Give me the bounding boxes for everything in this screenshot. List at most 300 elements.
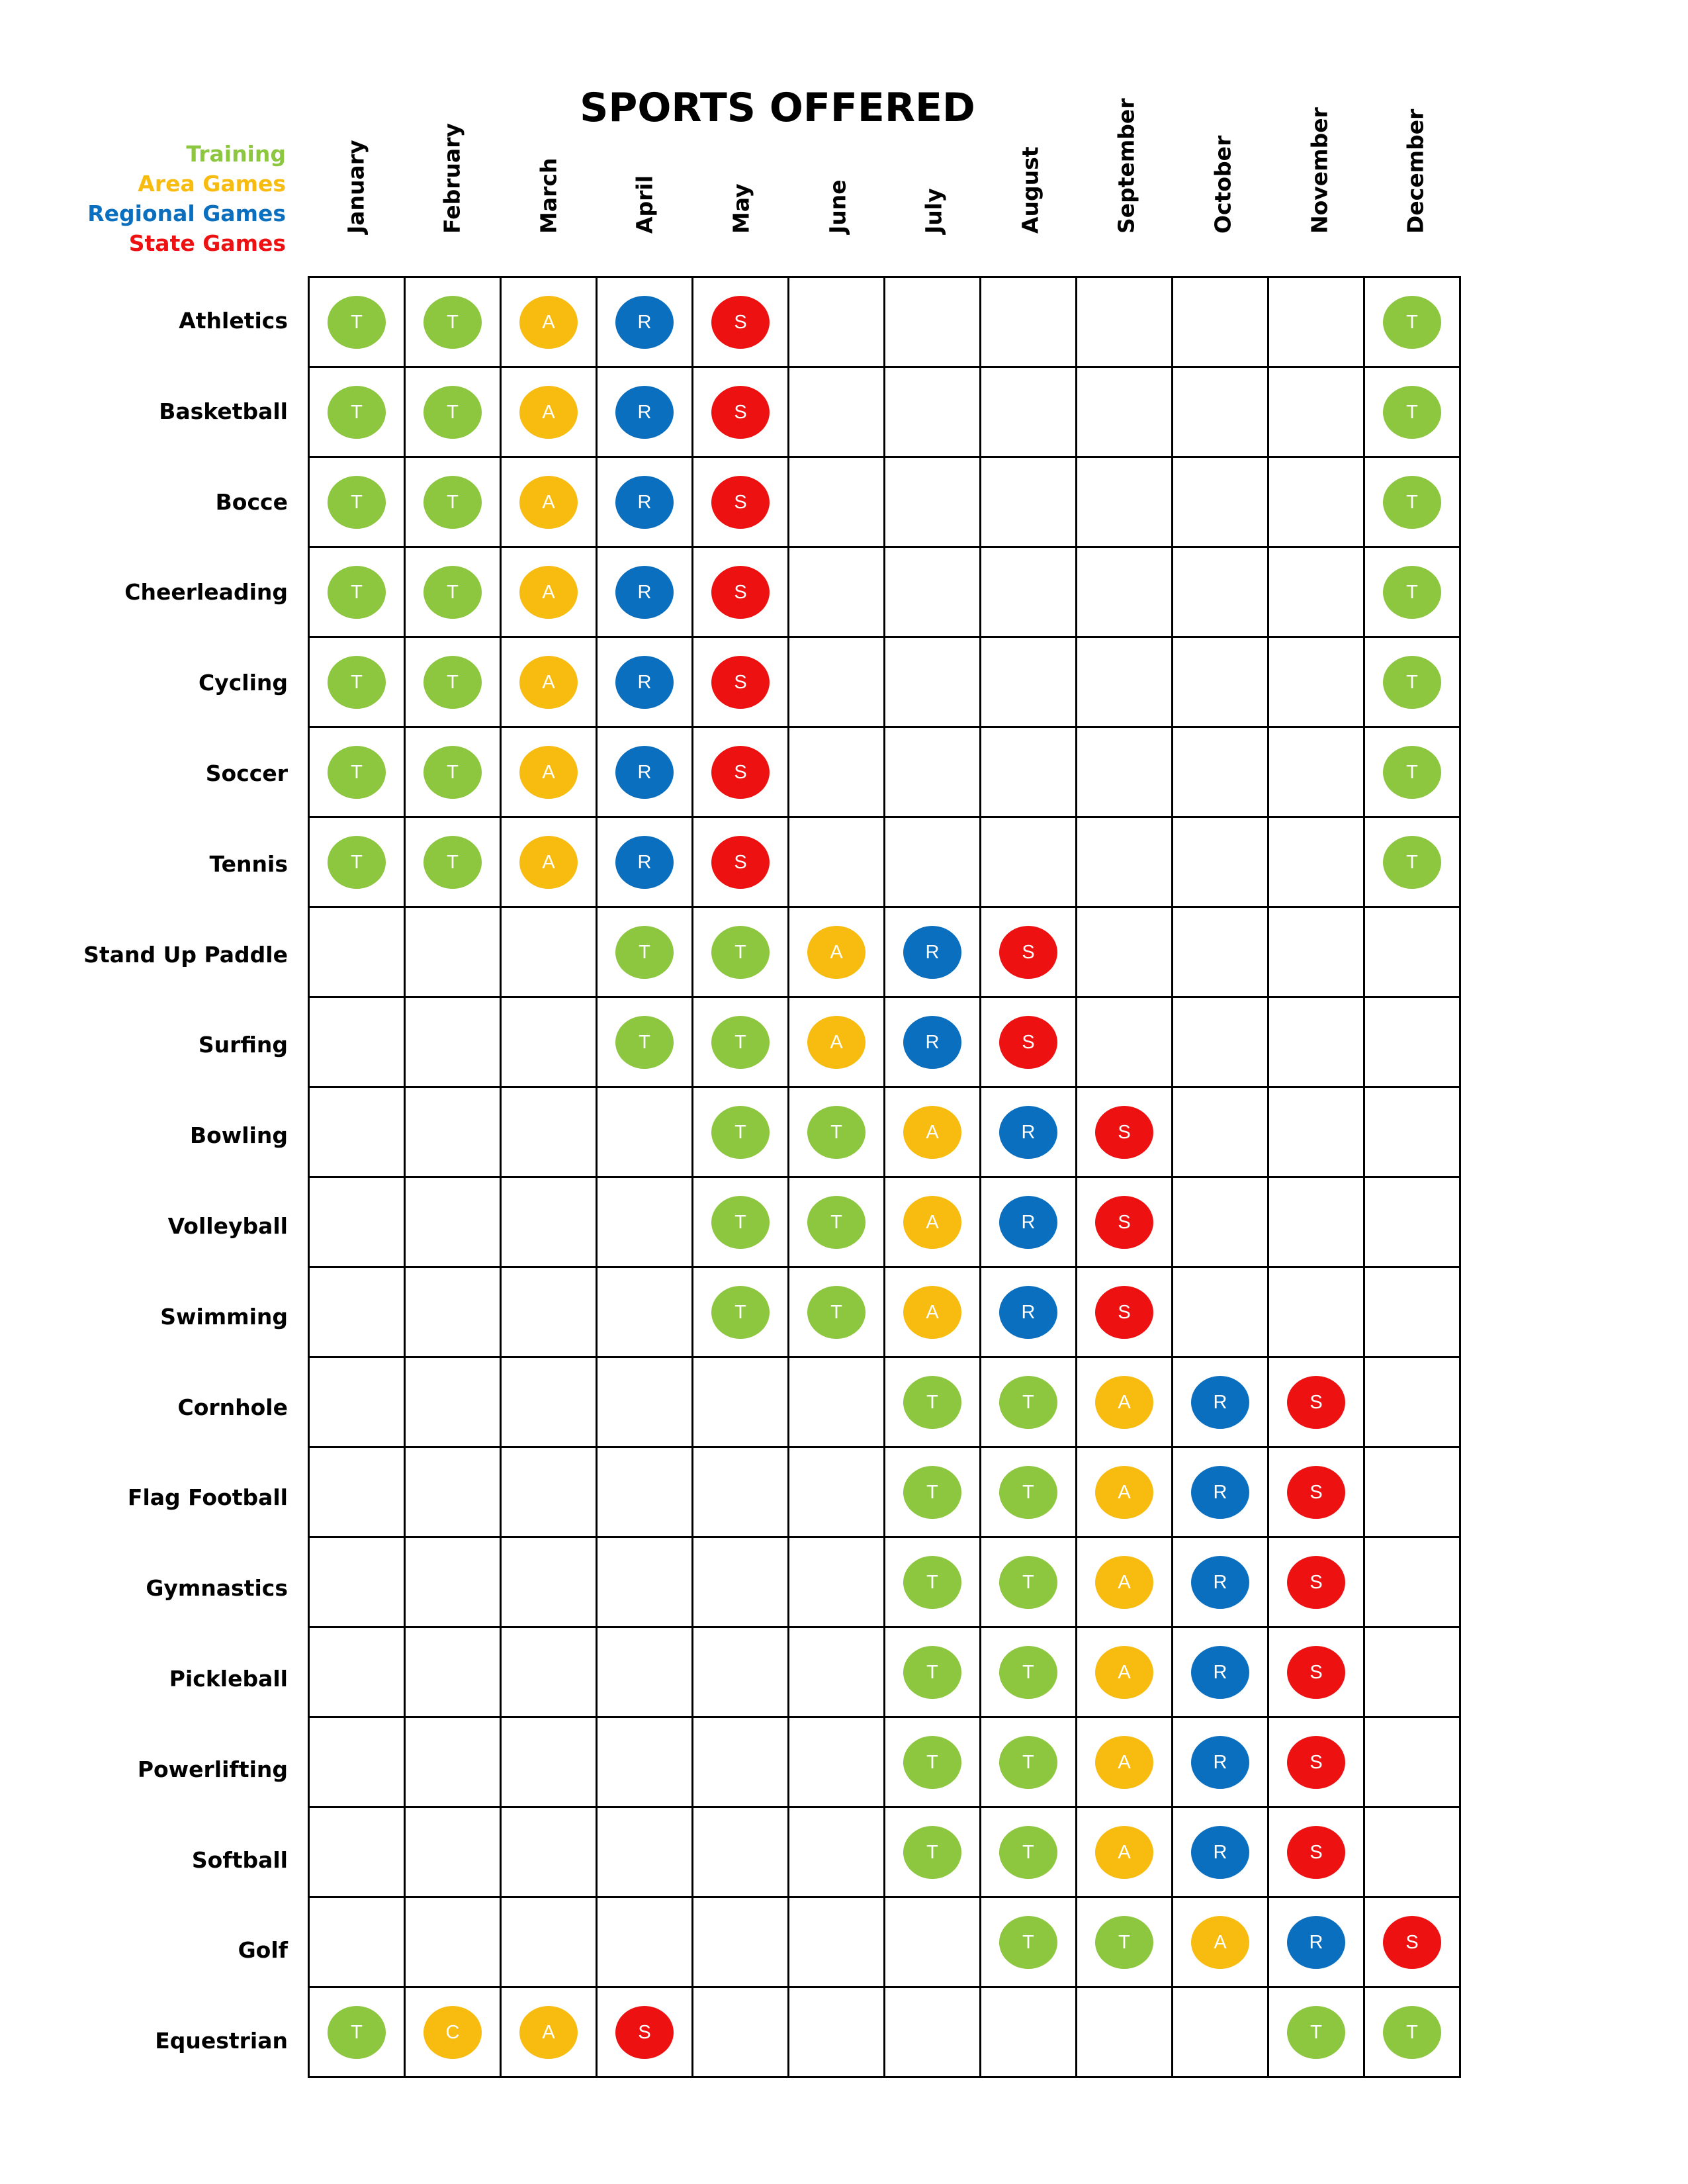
schedule-cell: [1364, 457, 1460, 547]
event-marker: S: [711, 566, 770, 619]
schedule-cell: [405, 1177, 501, 1267]
event-marker: T: [999, 1376, 1057, 1429]
schedule-cell: [1077, 1537, 1173, 1627]
month-header-april: [597, 127, 693, 259]
schedule-cell: [789, 1447, 885, 1537]
schedule-cell: [501, 817, 597, 907]
schedule-cell: [885, 1447, 981, 1537]
schedule-cell: [1077, 367, 1173, 457]
schedule-cell: [981, 1357, 1077, 1447]
event-marker: T: [615, 1016, 674, 1069]
event-marker: T: [1383, 566, 1441, 619]
event-marker: T: [1383, 386, 1441, 439]
schedule-cell: [597, 367, 693, 457]
schedule-cell: [981, 277, 1077, 367]
schedule-cell: [1077, 1087, 1173, 1177]
legend-training: Training: [186, 141, 286, 167]
schedule-cell: [1268, 1357, 1364, 1447]
schedule-cell: [597, 277, 693, 367]
schedule-cell: [789, 907, 885, 997]
event-marker: T: [999, 1556, 1057, 1609]
schedule-cell: [405, 1447, 501, 1537]
schedule-cell: [1364, 547, 1460, 637]
event-marker: A: [519, 476, 578, 529]
event-marker: T: [1383, 476, 1441, 529]
month-label: July: [920, 188, 947, 234]
schedule-cell: [501, 637, 597, 727]
month-label: December: [1402, 109, 1429, 234]
event-marker: T: [423, 296, 482, 349]
table-row: [309, 1537, 1460, 1627]
schedule-cell: [885, 1537, 981, 1627]
event-marker: T: [807, 1286, 866, 1339]
sport-label: Basketball: [159, 398, 288, 424]
event-marker: S: [999, 1016, 1057, 1069]
schedule-cell: [501, 457, 597, 547]
schedule-cell: [309, 1267, 405, 1357]
schedule-cell: [309, 547, 405, 637]
schedule-cell: [693, 637, 789, 727]
schedule-cell: [309, 1987, 405, 2077]
event-marker: T: [328, 746, 386, 799]
schedule-cell: [501, 1357, 597, 1447]
event-marker: A: [519, 2006, 578, 2059]
schedule-cell: [1364, 1087, 1460, 1177]
schedule-cell: [1364, 1717, 1460, 1807]
event-marker: R: [1191, 1556, 1249, 1609]
schedule-cell: [597, 1267, 693, 1357]
table-row: [309, 907, 1460, 997]
schedule-cell: [1173, 1177, 1268, 1267]
schedule-cell: [1268, 907, 1364, 997]
schedule-cell: [405, 1627, 501, 1717]
schedule-cell: [885, 1087, 981, 1177]
schedule-cell: [1173, 1447, 1268, 1537]
schedule-cell: [597, 1987, 693, 2077]
schedule-cell: [981, 547, 1077, 637]
schedule-cell: [597, 1807, 693, 1897]
event-marker: R: [999, 1106, 1057, 1159]
schedule-cell: [501, 1447, 597, 1537]
schedule-cell: [981, 1717, 1077, 1807]
event-marker: T: [423, 836, 482, 889]
schedule-cell: [309, 457, 405, 547]
sport-label: Soccer: [205, 760, 288, 786]
schedule-cell: [1173, 817, 1268, 907]
schedule-cell: [309, 997, 405, 1087]
schedule-cell: [501, 1717, 597, 1807]
schedule-cell: [1364, 907, 1460, 997]
event-marker: T: [1383, 2006, 1441, 2059]
schedule-cell: [405, 907, 501, 997]
schedule-cell: [597, 817, 693, 907]
schedule-cell: [981, 1537, 1077, 1627]
schedule-cell: [1173, 1717, 1268, 1807]
event-marker: S: [1287, 1826, 1345, 1879]
event-marker: S: [711, 386, 770, 439]
schedule-cell: [693, 547, 789, 637]
month-header-december: [1368, 109, 1464, 259]
schedule-cell: [1268, 1987, 1364, 2077]
schedule-cell: [501, 1627, 597, 1717]
schedule-cell: [1364, 727, 1460, 817]
event-marker: S: [1287, 1376, 1345, 1429]
event-marker: S: [1095, 1196, 1153, 1249]
schedule-cell: [693, 1267, 789, 1357]
legend-regional-games: Regional Games: [87, 201, 286, 226]
event-marker: S: [711, 836, 770, 889]
schedule-cell: [501, 277, 597, 367]
schedule-cell: [981, 1087, 1077, 1177]
schedule-cell: [789, 997, 885, 1087]
schedule-grid: [308, 276, 1461, 2078]
schedule-cell: [1364, 1267, 1460, 1357]
schedule-cell: [597, 907, 693, 997]
schedule-cell: [501, 1987, 597, 2077]
schedule-cell: [981, 367, 1077, 457]
schedule-cell: [789, 1357, 885, 1447]
schedule-cell: [1268, 997, 1364, 1087]
event-marker: R: [1287, 1916, 1345, 1969]
schedule-cell: [309, 727, 405, 817]
schedule-cell: [789, 1717, 885, 1807]
table-row: [309, 727, 1460, 817]
event-marker: S: [1287, 1466, 1345, 1519]
schedule-cell: [405, 997, 501, 1087]
sport-label: Cheerleading: [124, 579, 288, 606]
table-row: [309, 1267, 1460, 1357]
schedule-cell: [405, 1807, 501, 1897]
schedule-cell: [981, 1987, 1077, 2077]
schedule-cell: [1077, 457, 1173, 547]
event-marker: S: [1383, 1916, 1441, 1969]
schedule-cell: [309, 1087, 405, 1177]
sport-labels: [26, 276, 288, 2087]
month-header-july: [886, 127, 982, 259]
event-marker: R: [999, 1286, 1057, 1339]
schedule-cell: [981, 637, 1077, 727]
event-marker: R: [615, 746, 674, 799]
schedule-cell: [501, 367, 597, 457]
sport-label: Athletics: [179, 308, 288, 334]
event-marker: S: [1287, 1646, 1345, 1699]
schedule-cell: [501, 1807, 597, 1897]
schedule-cell: [693, 1987, 789, 2077]
event-marker: T: [328, 566, 386, 619]
event-marker: A: [1095, 1826, 1153, 1879]
schedule-cell: [1173, 907, 1268, 997]
month-header-may: [693, 127, 789, 259]
event-marker: T: [999, 1736, 1057, 1789]
page-title: SPORTS OFFERED: [580, 85, 975, 131]
schedule-cell: [981, 1627, 1077, 1717]
schedule-cell: [405, 547, 501, 637]
schedule-cell: [1077, 907, 1173, 997]
event-marker: R: [903, 1016, 961, 1069]
schedule-cell: [1173, 1987, 1268, 2077]
schedule-cell: [1173, 1087, 1268, 1177]
schedule-cell: [981, 1177, 1077, 1267]
schedule-cell: [885, 637, 981, 727]
schedule-cell: [1077, 1447, 1173, 1537]
schedule-cell: [309, 637, 405, 727]
schedule-cell: [981, 1267, 1077, 1357]
schedule-cell: [597, 1717, 693, 1807]
event-marker: T: [328, 2006, 386, 2059]
schedule-cell: [1077, 1177, 1173, 1267]
schedule-cell: [597, 1627, 693, 1717]
event-marker: C: [423, 2006, 482, 2059]
schedule-cell: [405, 1267, 501, 1357]
schedule-cell: [405, 367, 501, 457]
schedule-cell: [981, 997, 1077, 1087]
schedule-cell: [1077, 727, 1173, 817]
schedule-cell: [885, 1717, 981, 1807]
schedule-cell: [1173, 367, 1268, 457]
month-label: May: [728, 183, 754, 234]
event-marker: A: [1095, 1466, 1153, 1519]
schedule-cell: [885, 1897, 981, 1987]
schedule-cell: [1268, 1717, 1364, 1807]
month-label: April: [631, 175, 658, 234]
event-marker: T: [423, 386, 482, 439]
month-label: February: [439, 122, 465, 234]
event-marker: T: [328, 836, 386, 889]
event-marker: S: [711, 476, 770, 529]
schedule-cell: [885, 997, 981, 1087]
event-marker: T: [711, 1196, 770, 1249]
schedule-cell: [981, 1807, 1077, 1897]
schedule-cell: [885, 907, 981, 997]
schedule-cell: [405, 1897, 501, 1987]
schedule-cell: [405, 1537, 501, 1627]
schedule-cell: [1268, 637, 1364, 727]
schedule-cell: [693, 1897, 789, 1987]
schedule-cell: [1173, 1807, 1268, 1897]
event-marker: T: [999, 1646, 1057, 1699]
schedule-cell: [405, 1717, 501, 1807]
schedule-cell: [501, 1087, 597, 1177]
month-header-january: [308, 127, 404, 259]
event-marker: R: [615, 476, 674, 529]
schedule-cell: [981, 1447, 1077, 1537]
event-marker: A: [519, 746, 578, 799]
table-row: [309, 457, 1460, 547]
event-marker: T: [711, 926, 770, 979]
month-header-october: [1175, 127, 1270, 259]
schedule-cell: [405, 457, 501, 547]
schedule-cell: [1268, 817, 1364, 907]
event-marker: T: [615, 926, 674, 979]
schedule-cell: [405, 1087, 501, 1177]
event-marker: T: [711, 1106, 770, 1159]
sport-label: Swimming: [160, 1303, 288, 1330]
table-row: [309, 1177, 1460, 1267]
schedule-cell: [1077, 1987, 1173, 2077]
event-marker: S: [711, 296, 770, 349]
table-row: [309, 1987, 1460, 2077]
month-header-february: [404, 122, 500, 259]
schedule-cell: [693, 1537, 789, 1627]
schedule-cell: [1173, 997, 1268, 1087]
table-row: [309, 1717, 1460, 1807]
schedule-cell: [1364, 1627, 1460, 1717]
schedule-cell: [693, 1447, 789, 1537]
schedule-cell: [789, 1537, 885, 1627]
schedule-cell: [1077, 817, 1173, 907]
event-marker: T: [807, 1106, 866, 1159]
event-marker: T: [328, 386, 386, 439]
event-marker: T: [1287, 2006, 1345, 2059]
schedule-cell: [309, 817, 405, 907]
event-marker: T: [903, 1376, 961, 1429]
event-marker: A: [903, 1286, 961, 1339]
month-header-august: [982, 127, 1078, 259]
sport-label: Cycling: [198, 670, 288, 696]
schedule-cell: [789, 457, 885, 547]
schedule-cell: [501, 997, 597, 1087]
event-marker: R: [1191, 1646, 1249, 1699]
event-marker: R: [615, 296, 674, 349]
schedule-cell: [885, 1177, 981, 1267]
schedule-cell: [309, 1627, 405, 1717]
schedule-cell: [309, 367, 405, 457]
event-marker: T: [903, 1646, 961, 1699]
schedule-cell: [1268, 277, 1364, 367]
schedule-cell: [885, 1267, 981, 1357]
event-marker: R: [1191, 1466, 1249, 1519]
schedule-cell: [597, 1087, 693, 1177]
schedule-cell: [1173, 1357, 1268, 1447]
schedule-cell: [1173, 1267, 1268, 1357]
table-row: [309, 637, 1460, 727]
event-marker: S: [1095, 1106, 1153, 1159]
schedule-cell: [693, 817, 789, 907]
schedule-cell: [1077, 997, 1173, 1087]
schedule-cell: [885, 1987, 981, 2077]
schedule-cell: [309, 907, 405, 997]
event-marker: T: [1383, 836, 1441, 889]
legend-state-games: State Games: [128, 230, 286, 256]
event-marker: A: [519, 296, 578, 349]
schedule-cell: [501, 1267, 597, 1357]
schedule-cell: [1364, 637, 1460, 727]
schedule-cell: [885, 367, 981, 457]
schedule-cell: [1268, 1627, 1364, 1717]
sport-label: Volleyball: [167, 1212, 288, 1239]
event-marker: T: [1383, 746, 1441, 799]
schedule-cell: [1173, 277, 1268, 367]
schedule-cell: [501, 547, 597, 637]
schedule-cell: [405, 1357, 501, 1447]
schedule-cell: [1268, 1897, 1364, 1987]
sport-label: Golf: [238, 1937, 288, 1964]
table-row: [309, 1897, 1460, 1987]
schedule-cell: [981, 817, 1077, 907]
schedule-cell: [981, 907, 1077, 997]
schedule-cell: [789, 1627, 885, 1717]
schedule-cell: [1268, 1537, 1364, 1627]
event-marker: T: [807, 1196, 866, 1249]
event-marker: T: [903, 1736, 961, 1789]
schedule-cell: [789, 1807, 885, 1897]
table-row: [309, 277, 1460, 367]
sport-label: Softball: [191, 1846, 288, 1873]
event-marker: R: [615, 566, 674, 619]
event-marker: R: [1191, 1736, 1249, 1789]
schedule-cell: [405, 277, 501, 367]
month-label: January: [343, 140, 369, 234]
schedule-cell: [501, 727, 597, 817]
event-marker: A: [903, 1196, 961, 1249]
event-marker: T: [1383, 296, 1441, 349]
event-marker: R: [1191, 1826, 1249, 1879]
month-label: August: [1017, 146, 1044, 234]
event-marker: T: [328, 296, 386, 349]
event-marker: R: [903, 926, 961, 979]
event-marker: T: [1095, 1916, 1153, 1969]
schedule-cell: [1364, 1987, 1460, 2077]
sport-label: Powerlifting: [137, 1756, 288, 1782]
schedule-cell: [1173, 1537, 1268, 1627]
event-marker: R: [615, 386, 674, 439]
schedule-cell: [1364, 997, 1460, 1087]
schedule-cell: [1268, 367, 1364, 457]
month-label: June: [824, 179, 850, 234]
event-marker: R: [1191, 1376, 1249, 1429]
event-marker: A: [1191, 1916, 1249, 1969]
schedule-cell: [789, 547, 885, 637]
schedule-cell: [1364, 817, 1460, 907]
schedule-cell: [1077, 547, 1173, 637]
table-row: [309, 547, 1460, 637]
event-marker: A: [903, 1106, 961, 1159]
schedule-cell: [597, 1357, 693, 1447]
schedule-cell: [1268, 1087, 1364, 1177]
schedule-cell: [1077, 637, 1173, 727]
schedule-cell: [597, 727, 693, 817]
event-marker: T: [328, 656, 386, 709]
event-marker: S: [1287, 1736, 1345, 1789]
schedule-cell: [309, 1897, 405, 1987]
schedule-cell: [405, 637, 501, 727]
event-marker: T: [423, 566, 482, 619]
schedule-cell: [1364, 1177, 1460, 1267]
schedule-cell: [885, 1627, 981, 1717]
event-marker: T: [423, 476, 482, 529]
schedule-cell: [1173, 1897, 1268, 1987]
schedule-cell: [405, 1987, 501, 2077]
sport-label: Surfing: [198, 1032, 288, 1058]
schedule-cell: [1364, 1357, 1460, 1447]
month-label: March: [535, 158, 562, 234]
event-marker: A: [1095, 1646, 1153, 1699]
table-row: [309, 817, 1460, 907]
event-marker: A: [1095, 1556, 1153, 1609]
table-row: [309, 997, 1460, 1087]
event-marker: A: [519, 386, 578, 439]
table-row: [309, 1627, 1460, 1717]
event-marker: A: [1095, 1736, 1153, 1789]
legend: [40, 139, 286, 258]
schedule-cell: [885, 547, 981, 637]
schedule-cell: [1173, 727, 1268, 817]
schedule-cell: [693, 1087, 789, 1177]
table-row: [309, 1807, 1460, 1897]
schedule-cell: [1077, 1807, 1173, 1897]
schedule-cell: [693, 457, 789, 547]
schedule-cell: [1077, 1357, 1173, 1447]
